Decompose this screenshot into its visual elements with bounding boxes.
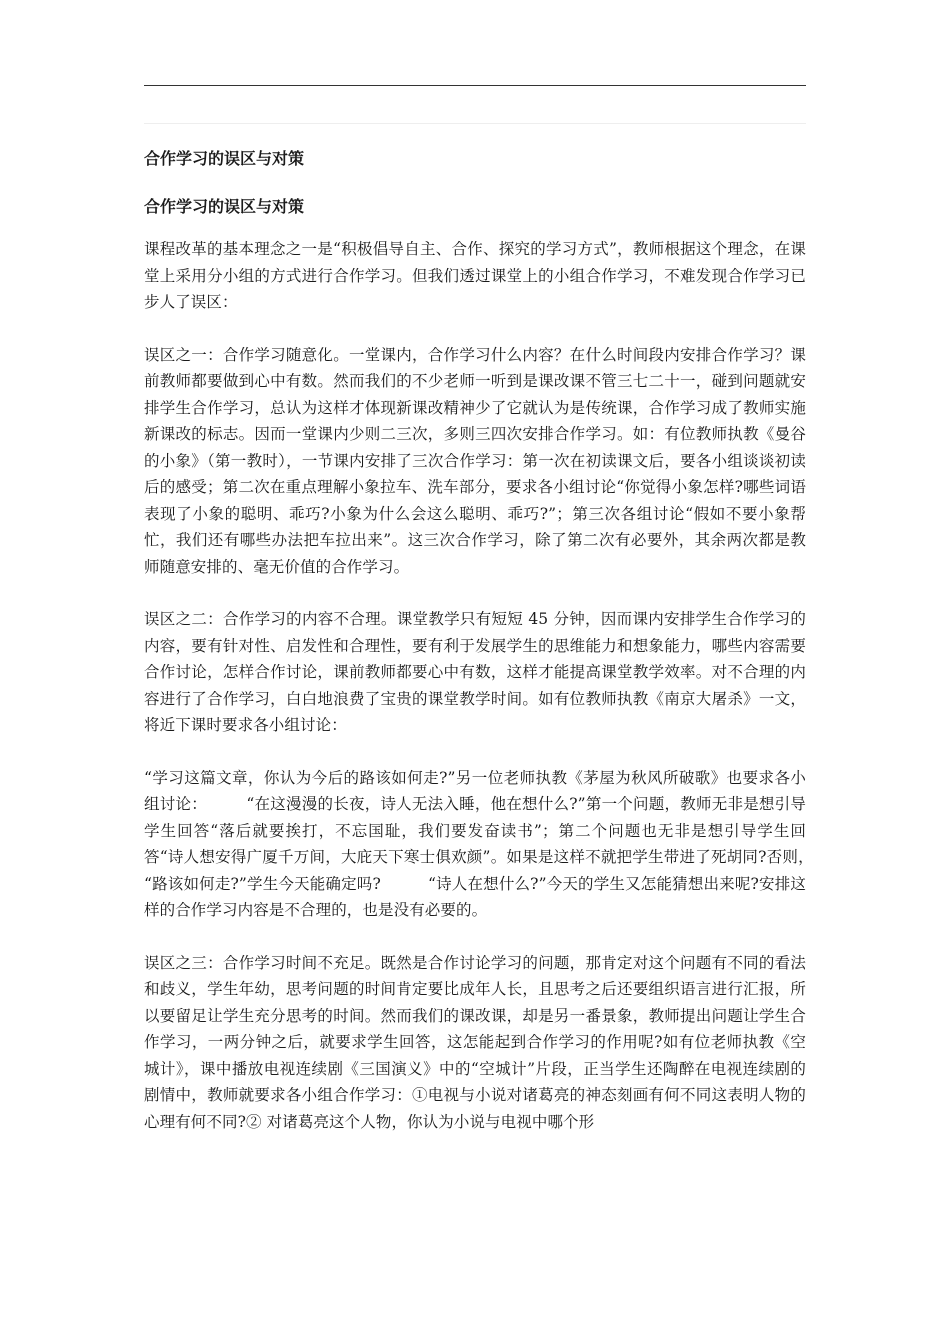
paragraph-mistake-3: 误区之三：合作学习时间不充足。既然是合作讨论学习的问题，那肯定对这个问题有不同的看法和歧义，学生年幼，思考问题的时间肯定要比成年人长，且思考之后还要组织语言进行汇报，所以要留足让学生充分思考的时间。然而我们的课改课，却是另一番景象，教师提出问题让学生合作学习，一两分钟之后，就要求学生回答，这怎能起到合作学习的作用呢?如有位老师执教《空城计》，课中播放电视连续剧《三国演义》中的“空城计”片段，正当学生还陶醉在电视连续剧的剧情中，教师就要求各小组合作学习：①电视与小说对诸葛亮的神态刻画有何不同这表明人物的心理有何不同?② 对诸葛亮这个人物，你认为小说与电视中哪个形 — [144, 953, 806, 1131]
header-rule-faint — [144, 123, 806, 124]
paragraph-mistake-2-examples: “学习这篇文章，你认为今后的路该如何走?”另一位老师执教《茅屋为秋风所破歌》也要求各小组讨论： “在这漫漫的长夜，诗人无法入睡，他在想什么?”第一个问题，教师无非是想引导学生回答“落后就要挨打，不忘国耻，我们要发奋读书”；第二个问题也无非是想引导学生回答“诗人想安得广厦千万间，大庇天下寒士俱欢颜”。如果是这样不就把学生带进了死胡同?否则， “路该如何走?”学生今天能确定吗? “诗人在想什么?”今天的学生又怎能猜想出来呢?安排这样的合作学习内容是不合理的，也是没有必要的。 — [144, 768, 853, 919]
paragraph-mistake-2: 误区之二：合作学习的内容不合理。课堂教学只有短短 45 分钟，因而课内安排学生合作学习的内容，要有针对性、启发性和合理性，要有利于发展学生的思维能力和想象能力，哪些内容需要合作讨论，怎样合作讨论，课前教师都要心中有数，这样才能提高课堂教学效率。对不合理的内容进行了合作学习，白白地浪费了宝贵的课堂教学时间。如有位教师执教《南京大屠杀》一文，将近下课时要求各小组讨论： — [144, 610, 806, 734]
document-body — [144, 236, 853, 1161]
document-title: 合作学习的误区与对策 — [144, 149, 305, 168]
document-subtitle: 合作学习的误区与对策 — [144, 197, 305, 216]
paragraph-intro: 课程改革的基本理念之一是“积极倡导自主、合作、探究的学习方式”，教师根据这个理念，在课堂上采用分小组的方式进行合作学习。但我们透过课堂上的小组合作学习，不难发现合作学习已步人了误区： — [144, 240, 806, 311]
paragraph-mistake-1: 误区之一：合作学习随意化。一堂课内，合作学习什么内容？在什么时间段内安排合作学习？课前教师都要做到心中有数。然而我们的不少老师一听到是课改课不管三七二十一，碰到问题就安排学生合作学习，总认为这样才体现新课改精神少了它就认为是传统课，合作学习成了教师实施新课改的标志。因而一堂课内少则二三次，多则三四次安排合作学习。如：有位教师执教《曼谷的小象》（第一教时），一节课内安排了三次合作学习：第一次在初读课文后，要各小组谈谈初读后的感受；第二次在重点理解小象拉车、洗车部分，要求各小组讨论“你觉得小象怎样?哪些词语表现了小象的聪明、乖巧?小象为什么会这么聪明、乖巧?”；第三次各组讨论“假如不要小象帮忙，我们还有哪些办法把车拉出来”。这三次合作学习，除了第二次有必要外，其余两次都是教师随意安排的、毫无价值的合作学习。 — [144, 345, 806, 576]
header-rule — [144, 85, 806, 86]
